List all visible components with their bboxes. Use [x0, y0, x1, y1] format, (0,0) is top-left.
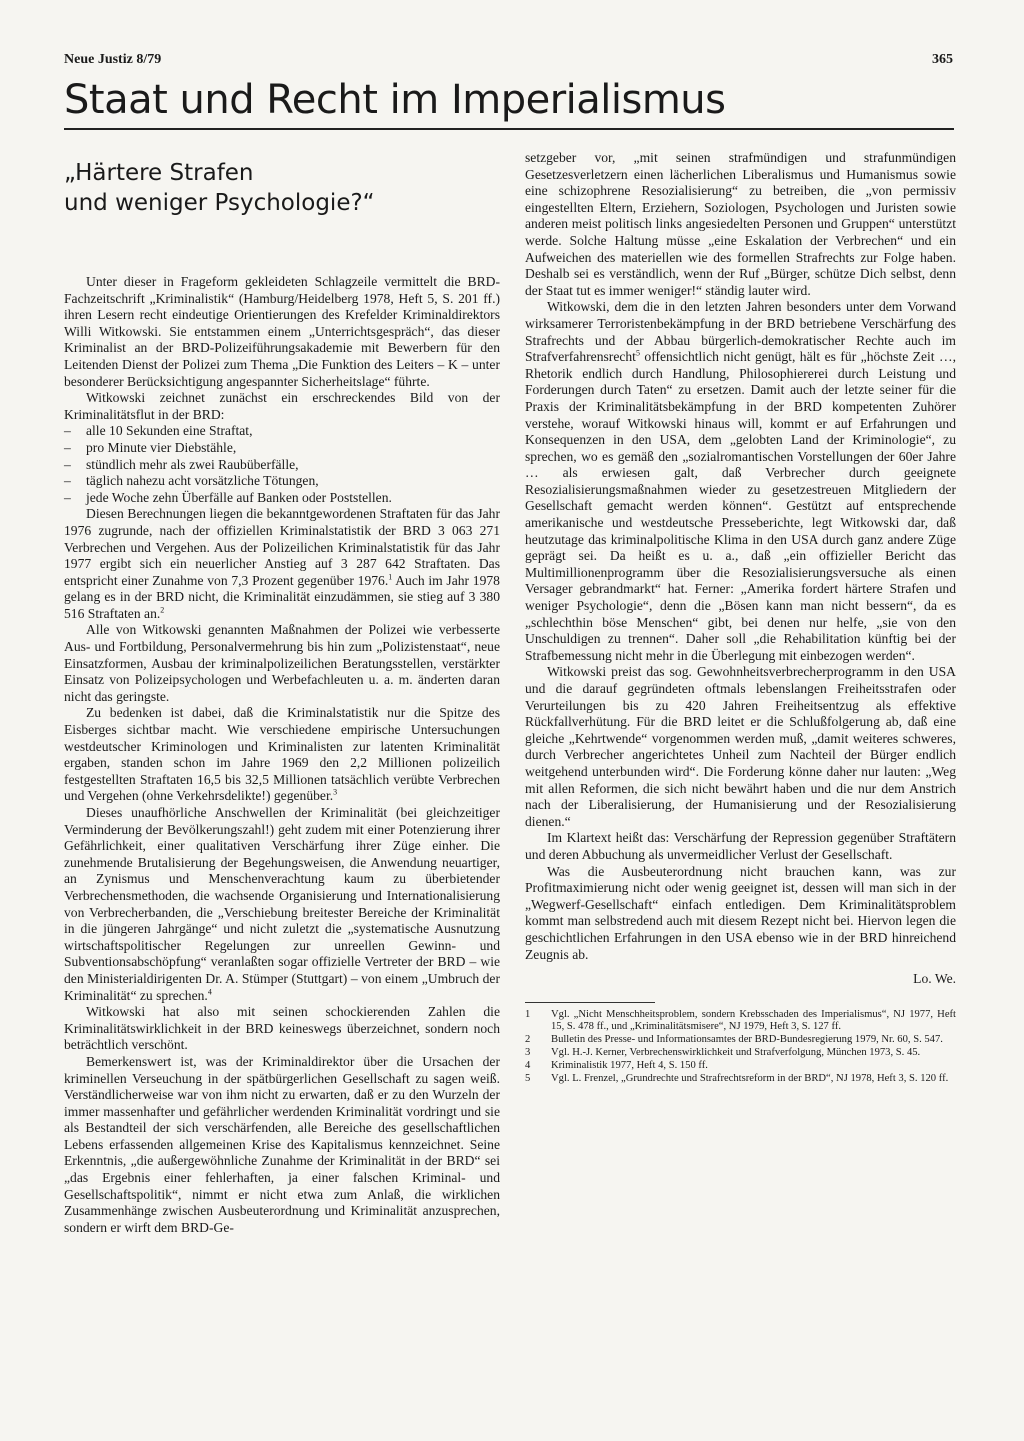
list-item: – stündlich mehr als zwei Raubüberfälle,: [64, 457, 500, 474]
footnote-ref[interactable]: 2: [160, 605, 165, 615]
footnote-text: Vgl. „Nicht Menschheitsproblem, sondern Krebsschaden des Imperialismus“, NJ 1977, Heft 15, S. 478 ff., und „Kriminalitätsmisere“, NJ 1979, Heft 3, S. 127 ff.: [551, 1008, 956, 1033]
paragraph-text: setzgeber vor, „mit seinen strafmündigen und strafunmündigen Gesetzesverletzern einen lächerlichen Liberalismus und Humanismus sowie eine schizophrene Resozialisierung“ zu betreiben, die „von permissiv eingestellten Eltern, Erziehern, Soziologen, Psychologen und Juristen sowie anderen meist politisch links angesiedelten Personen und Gruppen“ unterstützt werde. Solche Haltung müsse „eine Eskalation der Verbrechen“ und ein Aufweichen des materiellen wie des formellen Strafrechts zur Folge haben. Deshalb sei es verständlich, wenn der Ruf „Bürger, schütze Dich selbst, denn der Staat tut es immer weniger!“ ständig lauter wird.: [525, 150, 956, 298]
footnote-text: Kriminalistik 1977, Heft 4, S. 150 ff.: [551, 1059, 708, 1071]
footnote-text: Bulletin des Presse- und Informationsamtes der BRD-Bundesregierung 1979, Nr. 60, S. 547.: [551, 1034, 943, 1046]
article-title-line1: „Härtere Strafen: [64, 160, 254, 186]
footnote-number: 3: [525, 1047, 531, 1059]
footnote-ref[interactable]: 4: [207, 987, 212, 996]
paragraph: [64, 1054, 500, 1237]
paragraph: [64, 705, 500, 805]
footnote-number: 2: [525, 1034, 531, 1046]
paragraph: [64, 390, 500, 423]
footnote: [525, 1073, 956, 1086]
paragraph: [525, 299, 956, 664]
paragraph-text: Alle von Witkowski genannten Maßnahmen der Polizei wie verbesserte Aus- und Fortbildung, Personalvermehrung bis hin zum „Polizistenstaat“, neue Einsatzformen, Ausbau der kriminalpolizeilichen Beratungsstellen, verstärkter Einsatz von Polizeipsychologen und Werbefachleuten u. a. m. änderten daran nicht das geringste.: [64, 622, 500, 704]
footnote-number: 1: [525, 1008, 531, 1020]
author-signature: Lo. We.: [913, 971, 956, 987]
footnote-text: Vgl. L. Frenzel, „Grundrechte und Strafrechtsreform in der BRD“, NJ 1978, Heft 3, S. 120 ff.: [551, 1072, 949, 1084]
footnote-number: 4: [525, 1059, 531, 1071]
article-title: [64, 158, 500, 218]
paragraph-text: Zu bedenken ist dabei, daß die Kriminalstatistik nur die Spitze des Eisberges sichtbar macht. Wie verschiedene empirische Untersuchungen westdeutscher Kriminologen und Kriminalisten zur latenten Kriminalität ergaben, standen schon im Jahre 1969 den 2,2 Millionen polizeilich festgestellten Straftaten 16,5 bis 32,5 Millionen tatsächlich verübte Verbrechen und Vergehen (ohne Verkehrsdelikte!) gegenüber.: [64, 705, 500, 804]
paragraph: [525, 150, 956, 299]
left-column: [64, 150, 500, 1236]
statistics-list: [64, 423, 500, 506]
list-item: – pro Minute vier Diebstähle,: [64, 440, 500, 457]
paragraph-text: Witkowski zeichnet zunächst ein erschreckendes Bild von der Kriminalitätsflut in der BRD:: [64, 390, 500, 422]
journal-header: Neue Justiz 8/79: [64, 52, 162, 67]
paragraph-text: Witkowski hat also mit seinen schockierenden Zahlen die Kriminalitätswirklichkeit in der BRD keineswegs überzeichnet, sondern noch beträchtlich verschönt.: [64, 1004, 500, 1053]
footnote: [525, 1060, 956, 1073]
footnote-text: Vgl. H.-J. Kerner, Verbrechenswirklichkeit und Strafverfolgung, München 1973, S. 45.: [551, 1047, 921, 1059]
paragraph-text: Dieses unaufhörliche Anschwellen der Kriminalität (bei gleichzeitiger Verminderung der Bevölkerungszahl!) geht zudem mit einer Potenzierung ihrer Gefährlichkeit, einer qualitativen Verschärfung ihrer Züge einher. Die zunehmende Brutalisierung der Begehungsweisen, die Anwendung neuartiger, an Zynismus und Menschenverachtung kaum zu überbietender Verbrechensmethoden, die wachsende Organisierung und Internationalisierung von Verbrecherbanden, die „Verschiebung breitester Bereiche der Kriminalität in die jüngeren Jahrgänge“ und nicht zuletzt die „systematische Ausnutzung wirtschaftspolitischer Regelungen zur unreellen Gewinn- und Subventionsabschöpfung“ veranlaßten sogar offizielle Vertreter der BRD – wie den Ministerialdirigenten Dr. A. Stümper (Stuttgart) – von einem „Umbruch der Kriminalität“ zu sprechen.: [64, 805, 500, 1003]
section-title: Staat und Recht im Imperialismus: [64, 77, 726, 123]
footnote-ref[interactable]: 5: [635, 348, 640, 358]
footnote-rule: [525, 1002, 655, 1003]
paragraph-text: offensichtlich nicht genügt, hält es für „höchste Zeit …, Rhetorik endlich durch Handlung, Philosophiererei durch Leistung und Forderungen durch Taten“ zu ersetzen. Damit auch der letzte seiner für die Praxis der Kriminalitätsbekämpfung in der BRD kompetenten Zuhörer verstehe, worauf Witkowski hinaus will, kommt er auf Erfahrungen und Konsequenzen in den USA, dem „gelobten Land der Kriminologie“, zu sprechen, wo es gemäß den „sozialromantischen Vorstellungen der 60er Jahre … als erwiesen galt, daß Verbrecher durch geeignete Resozialisierungsmaßnahmen wieder zu gesetzestreuen Mitgliedern der Gesellschaft gemacht werden können“. Gestützt auf entsprechende amerikanische und westdeutsche Presseberichte, legt Witkowski dar, daß heutzutage das kriminalpolitische Klima in den USA durch ganz andere Züge geprägt sei. Da heißt es u. a., daß „ein offizieller Bericht das Multimillionenprogramm über die Resozialisierungsversuche als einen Versager gebrandmarkt“ hat. Ferner: „Amerika fordert härtere Strafen und weniger Psychologie“, denn die „Bösen kann man nicht bessern“, da es „schlechthin böse Menschen“ gibt, bei denen nur helfe, „sie von den Unschuldigen zu trennen“. Daher soll „die Rehabilitation künftig bei der Strafbemessung nicht mehr in die Überlegung mit einbezogen werden“.: [525, 349, 956, 663]
paragraph: [64, 622, 500, 705]
paragraph-text: Was die Ausbeuterordnung nicht brauchen kann, was zur Profitmaximierung nicht oder wenig geeignet ist, dessen will man sich in der „Wegwerf-Gesellschaft“ einfach entledigen. Dem Kriminalitätsproblem kommt man selbstredend auch mit diesem Rezept nicht bei. Hiervon legen die geschichtlichen Erfahrungen in den USA ebenso wie in der BRD hinreichend Zeugnis ab.: [525, 863, 956, 962]
paragraph-text: Unter dieser in Frageform gekleideten Schlagzeile vermittelt die BRD-Fachzeitschrift „Kriminalistik“ (Hamburg/Heidelberg 1978, Heft 5, S. 201 ff.) ihren Lesern recht eindeutige Orientierungen des Krefelder Kriminaldirektors Willi Witkowski. Sie entstammen einem „Unterrichtsgespräch“, das dieser Kriminalist an der BRD-Polizeiführungsakademie mit Bewerbern für den Leitenden Dienst der Polizei zum Thema „Die Funktion des Leiters – K – unter besonderer Berücksichtigung angespannter Sicherheitslage“ führte.: [64, 274, 500, 389]
paragraph-text: Bemerkenswert ist, was der Kriminaldirektor über die Ursachen der kriminellen Verseuchung in der spätbürgerlichen Gesellschaft zu sagen weiß. Verständlicherweise war von ihm nicht zu erwarten, daß er zu den Wurzeln der immer massenhafter und gefährlicher werdenden Kriminalität vordringt und sie als Bestandteil der sich verschärfenden, alle Bereiche des gesellschaftlichen Lebens erfassenden allgemeinen Krise des Kapitalismus kennzeichnet. Seine Erkenntnis, „die außergewöhnliche Zunahme der Kriminalität in der BRD“ sei „das Ergebnis einer fehlerhaften, ja einer falschen Kriminal- und Gesellschaftspolitik“, nimmt er nicht etwa zum Anlaß, die wirklichen Zusammenhänge zwischen Ausbeuterordnung und Kriminalität anzusprechen, sondern er wirft dem BRD-Ge-: [64, 1053, 500, 1235]
footnotes: [525, 1009, 956, 1086]
paragraph-text: Witkowski preist das sog. Gewohnheitsverbrecherprogramm in den USA und die darauf gegründeten oftmals lebenslangen Freiheitsstrafen oder Verurteilungen bis zu 420 Jahren Freiheitsentzug als effektive Rückfallverhütung. Für die BRD leitet er die Schlußfolgerung ab, daß eine gleiche „Kehrtwende“ vorgenommen werden muß, „damit weiteres schweres, durch Verbrecher angerichtetes Unheil zum Nachteil der Bürger endlich weitgehend unterbunden wird“. Die Forderung könne daher nur lauten: „Weg mit allen Reformen, die sich nicht bewährt haben und die nur dem Anstrich nach der Liberalisierung, der Humanisierung und der Resozialisierung dienen.“: [525, 664, 956, 829]
paragraph-text: Witkowski, dem die in den letzten Jahren besonders unter dem Vorwand wirksamerer Terroristenbekämpfung in der BRD betriebene Verschärfung des Strafrechts und der Abbau bürgerlich-demokratischer Rechte auch im Strafverfahrensrecht: [525, 299, 956, 365]
paragraph: [64, 506, 500, 622]
list-item: – jede Woche zehn Überfälle auf Banken oder Poststellen.: [64, 490, 500, 507]
footnote: [525, 1009, 956, 1035]
paragraph: [64, 1004, 500, 1054]
article-title-line2: und weniger Psychologie?“: [64, 190, 375, 216]
footnote-ref[interactable]: 1: [388, 572, 393, 582]
paragraph-text: Auch im Jahr 1978 gelang es in der BRD nicht, die Kriminalität einzudämmen, sie stieg auf 3 380 516 Straftaten an.: [64, 572, 500, 621]
footnote: [525, 1034, 956, 1047]
paragraph: [525, 664, 956, 830]
list-item: – täglich nahezu acht vorsätzliche Tötungen,: [64, 473, 500, 490]
list-item: – alle 10 Sekunden eine Straftat,: [64, 423, 500, 440]
paragraph-text: Diesen Berechnungen liegen die bekanntgewordenen Straftaten für das Jahr 1976 zugrunde, nach der offiziellen Kriminalstatistik der BRD 3 063 271 Verbrechen und Vergehen. Aus der Polizeilichen Kriminalstatistik für das Jahr 1977 ergibt sich ein neuerlicher Anstieg auf 3 287 642 Straftaten. Das entspricht einer Zunahme von 7,3 Prozent gegenüber 1976.: [64, 506, 500, 588]
right-column: [525, 150, 956, 1085]
title-rule: [64, 128, 954, 130]
footnote-ref[interactable]: 3: [333, 787, 338, 797]
paragraph: [525, 830, 956, 863]
paragraph-text: Im Klartext heißt das: Verschärfung der Repression gegenüber Straftätern und deren Abbuchung als unvermeidlicher Verlust der Gesellschaft.: [525, 830, 956, 862]
paragraph: [64, 805, 500, 1004]
page-number: 365: [932, 52, 953, 67]
footnote: [525, 1047, 956, 1060]
footnote-number: 5: [525, 1072, 531, 1084]
paragraph: [525, 864, 956, 964]
paragraph: [64, 274, 500, 390]
